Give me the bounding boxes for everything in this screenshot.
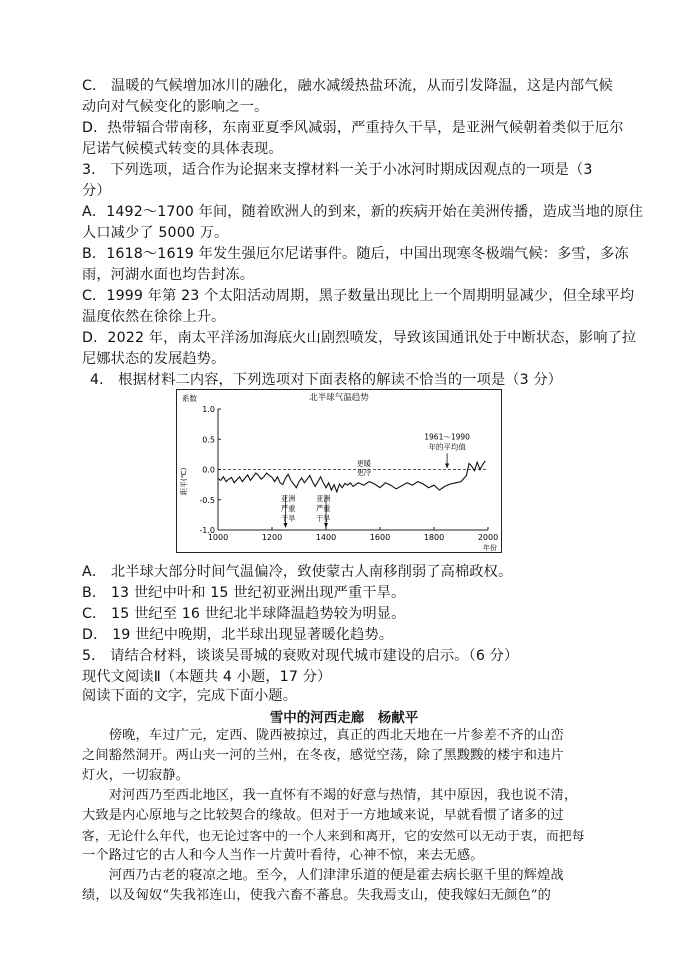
annotation-drought-label: 干旱 bbox=[316, 513, 331, 523]
option-b: B． 13 世纪中叶和 15 世纪初亚洲出现严重干旱。 bbox=[82, 585, 406, 601]
question-3-stem: 3． 下列选项，适合作为论据来支撑材料一关于小冰河时期成因观点的一项是（3 bbox=[82, 162, 593, 178]
annotation-drought-label: 严重 bbox=[316, 503, 331, 513]
annotation-warm-cold-label: 更暖 bbox=[356, 458, 371, 468]
essay-title: 雪中的河西走廊 杨献平 bbox=[269, 710, 419, 726]
text-line: 温度依然在徐徐上升。 bbox=[82, 309, 226, 325]
option-d: D． 19 世纪中晚期，北半球出现显著暖化趋势。 bbox=[82, 627, 394, 643]
essay-line: 傍晚，车过广元，定西、陇西被掠过，真正的西北天地在一片参差不齐的山峦 bbox=[82, 728, 564, 743]
x-tick-label: 1400 bbox=[315, 533, 337, 542]
annotation-average-label: 年的平均值 bbox=[428, 442, 466, 452]
text-line: 尼诺气候模式转变的具体表现。 bbox=[82, 141, 283, 157]
essay-line: 之间豁然洞开。两山夹一河的兰州，在冬夜，感觉空荡，除了黑黢黢的楼宇和违片 bbox=[82, 748, 564, 763]
essay-line: 对河西乃至西北地区，我一直怀有不竭的好意与热情，其中原因，我也说不清， bbox=[82, 788, 578, 803]
text-line: 动向对气候变化的影响之一。 bbox=[82, 99, 269, 115]
chart-y-axis-label: 距平(℃) bbox=[180, 467, 188, 495]
essay-line: 大致是内心原地与之比较契合的缘故。但对于一方地域来说，早就看惯了诸多的过 bbox=[82, 808, 564, 823]
text-line: 分） bbox=[82, 183, 111, 199]
option-a: A． 北半球大部分时间气温偏冷，致使蒙古人南移削弱了高棉政权。 bbox=[82, 564, 513, 580]
x-tick-label: 1600 bbox=[369, 533, 391, 542]
y-tick-label: -0.5 bbox=[199, 495, 215, 505]
y-tick-label: -1.0 bbox=[199, 526, 215, 535]
instruction: 阅读下面的文字，完成下面小题。 bbox=[82, 688, 298, 704]
x-tick-label: 1000 bbox=[207, 533, 229, 542]
essay-line: 一个路过它的古人和今人当作一片黄叶看待，心神不惊，来去无感。 bbox=[82, 848, 484, 863]
text-line: 雨，河湖水面也均告封冻。 bbox=[82, 267, 255, 283]
essay-line: 灯火，一切寂静。 bbox=[82, 768, 190, 783]
question-4-stem: 4． 根据材料二内容，下列选项对下面表格的解读不恰当的一项是（3 分） bbox=[90, 372, 563, 388]
annotation-average-label: 1961～1990 bbox=[424, 432, 470, 442]
section-heading: 现代文阅读Ⅱ（本题共 4 小题，17 分） bbox=[82, 669, 332, 685]
text-line: 人口减少了 5000 万。 bbox=[82, 225, 229, 241]
chart-y-title: 系数 bbox=[182, 394, 197, 403]
text-line: 尼娜状态的发展趋势。 bbox=[82, 351, 226, 367]
option-b: B．1618～1619 年发生强厄尔尼诺事件。随后，中国出现寒冬极端气候：多雪，多冻 bbox=[82, 246, 629, 262]
x-tick-label: 1200 bbox=[261, 533, 283, 542]
question-5: 5． 请结合材料，谈谈吴哥城的衰败对现代城市建设的启示。（6 分） bbox=[82, 648, 519, 664]
chart-frame bbox=[177, 390, 502, 553]
annotation-drought-label: 亚洲 bbox=[316, 493, 331, 503]
chart-x-axis-label: 年份 bbox=[483, 544, 497, 552]
essay-line: 绩，以及匈奴“失我祁连山，使我六畜不蕃息。失我焉支山，使我嫁妇无颜色”的 bbox=[82, 888, 552, 903]
y-tick-label: 0.0 bbox=[202, 465, 215, 475]
y-tick-label: 0.5 bbox=[202, 435, 215, 445]
option-a: A．1492～1700 年间，随着欧洲人的到来，新的疾病开始在美洲传播，造成当地的原住 bbox=[82, 204, 644, 220]
chart-title: 北半球气温趋势 bbox=[309, 393, 369, 403]
x-tick-label: 1800 bbox=[423, 533, 445, 542]
essay-line: 客，无论什么年代，也无论过客中的一个人来到和离开，它的安然可以无动于衷，而把每 bbox=[82, 828, 585, 843]
chart-svg bbox=[176, 389, 502, 553]
text-line: D．热带辐合带南移，东南亚夏季风减弱，严重持久干旱，是亚洲气候朝着类似于厄尔 bbox=[82, 120, 624, 136]
annotation-warm-cold-label: 更冷 bbox=[356, 467, 371, 477]
temperature-chart bbox=[176, 389, 502, 553]
annotation-drought-label: 干旱 bbox=[281, 513, 296, 523]
text-line: C． 温暖的气候增加冰川的融化，融水减缓热盐环流，从而引发降温，这是内部气候 bbox=[82, 78, 613, 94]
option-c: C．1999 年第 23 个太阳活动周期，黑子数量出现比上一个周期明显减少，但全球平均 bbox=[82, 288, 635, 304]
annotation-drought-label: 亚洲 bbox=[281, 493, 296, 503]
annotation-drought-label: 严重 bbox=[281, 503, 296, 513]
y-tick-label: 1.0 bbox=[202, 405, 215, 414]
x-tick-label: 2000 bbox=[477, 533, 499, 542]
essay-line: 河西乃古老的寝凉之地。至今，人们津津乐道的便是霍去病长驱千里的辉煌战 bbox=[82, 868, 564, 883]
option-c: C． 15 世纪至 16 世纪北半球降温趋势较为明显。 bbox=[82, 606, 406, 622]
option-d: D．2022 年，南太平洋汤加海底火山剧烈喷发，导致该国通讯处于中断状态，影响了拉 bbox=[82, 330, 637, 346]
